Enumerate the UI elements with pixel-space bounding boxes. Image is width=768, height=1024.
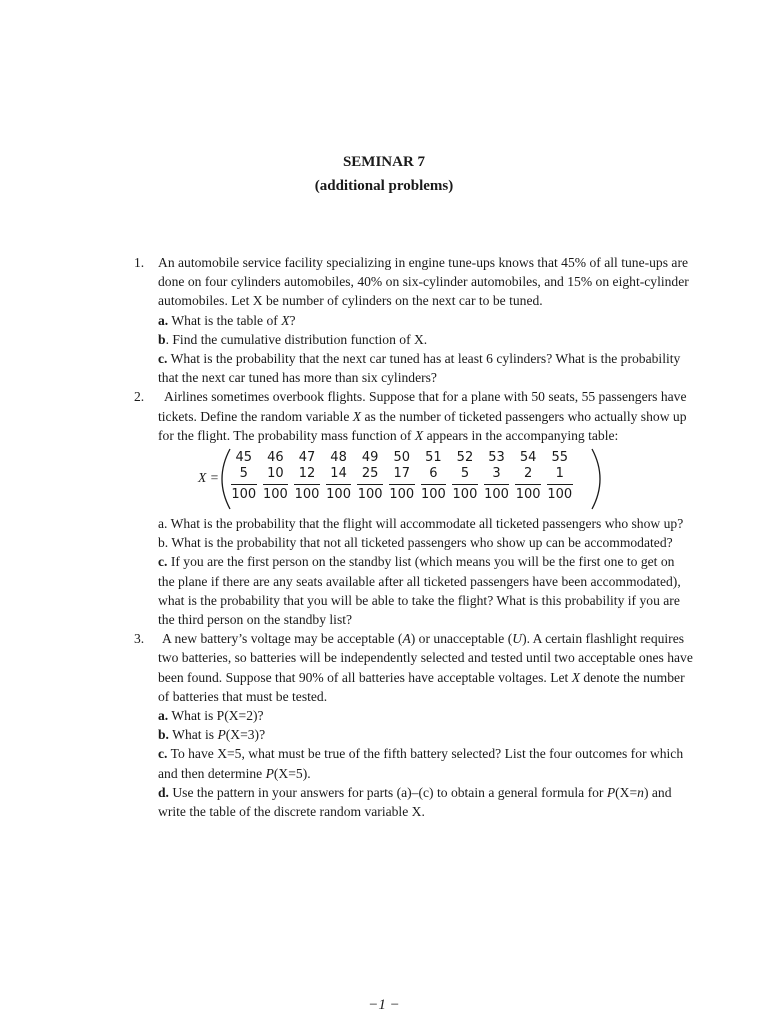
problem-2-part-b: b. What is the probability that not all ticketed passengers who show up can be accommodated?: [158, 535, 673, 551]
pmf-column: [260, 450, 292, 503]
pmf-value: 48: [330, 450, 347, 466]
problem-1: [134, 253, 694, 387]
problem-2-intro: Airlines sometimes overbook flights. Suppose that for a plane with 50 seats, 55 passengers have tickets. Define the random variable X as the number of ticketed passengers who actually show up for the flight. The probability mass function of X appears in the accompanying table:: [158, 389, 687, 443]
problem-list: [134, 253, 694, 821]
pmf-column: [481, 450, 513, 503]
problem-3: [134, 629, 694, 821]
fraction-bar: [357, 484, 383, 485]
problem-1-text: An automobile service facility specializing in engine tune-ups knows that 45% of all tune-ups are done on four cylinders automobiles, 40% on six-cylinder automobiles, and 15% on eight-cylinder automobiles. Let X be number of cylinders on the next car to be tuned.: [158, 255, 689, 309]
pmf-numerator: 10: [267, 466, 284, 482]
pmf-column: [354, 450, 386, 503]
problem-2-part-a: a. What is the probability that the flight will accommodate all ticketed passengers who show up?: [158, 516, 684, 532]
pmf-numerator: 5: [239, 466, 248, 482]
pmf-table: [174, 446, 694, 512]
seminar-subtitle: (additional problems): [314, 178, 454, 194]
pmf-value: 49: [361, 450, 379, 466]
page-number: −1 −: [368, 997, 400, 1013]
pmf-denominator: 100: [515, 487, 541, 503]
problem-3-part-b: b. What is P(X=3)?: [158, 727, 266, 743]
pmf-numerator: 25: [361, 466, 379, 482]
pmf-denominator: 100: [294, 487, 320, 503]
pmf-columns: [228, 450, 576, 503]
fraction-bar: [452, 484, 478, 485]
problem-1-part-a: a. What is the table of X?: [158, 312, 296, 328]
seminar-title: SEMINAR 7: [342, 154, 426, 170]
pmf-label: X =: [198, 470, 219, 486]
fraction-bar: [515, 484, 541, 485]
pmf-denominator: 100: [452, 487, 478, 503]
right-parenthesis: [592, 449, 600, 509]
pmf-denominator: 100: [357, 487, 383, 503]
problem-3-intro: A new battery’s voltage may be acceptable (A) or unacceptable (U). A certain flashlight requires two batteries, so batteries will be independently selected and tested until two acceptable ones have been found. Suppose that 90% of all batteries have acceptable voltages. Let X denote the number of batteries that must be tested.: [158, 631, 693, 704]
problem-number: 2.: [134, 389, 145, 405]
problem-number: 1.: [134, 255, 145, 270]
problem-1-part-c: c. What is the probability that the next car tuned has at least 6 cylinders? What is the probability that the next car tuned has more than six cylinders?: [158, 351, 681, 386]
fraction-bar: [294, 484, 320, 485]
pmf-column: [544, 450, 576, 503]
pmf-value: 55: [551, 450, 568, 466]
pmf-numerator: 3: [492, 466, 501, 482]
fraction-bar: [547, 484, 573, 485]
pmf-denominator: 100: [484, 487, 509, 503]
pmf-value: 47: [298, 450, 316, 466]
pmf-column: [228, 450, 260, 503]
fraction-bar: [231, 484, 257, 485]
fraction-bar: [421, 484, 447, 485]
page-title: [0, 150, 768, 198]
pmf-value: 54: [519, 450, 537, 466]
pmf-value: 45: [235, 450, 253, 466]
pmf-numerator: 6: [429, 466, 438, 482]
pmf-numerator: 1: [555, 466, 564, 482]
pmf-column: [418, 450, 450, 503]
pmf-value: 51: [425, 450, 442, 466]
problem-2-part-c: c. If you are the first person on the standby list (which means you will be the first one to get on the plane if there are any seats available after all ticketed passengers have been accommodated), what is the probability that you will be able to take the flight? What is this probability if you are the third person on the standby list?: [158, 554, 681, 628]
pmf-denominator: 100: [326, 487, 351, 503]
pmf-column: [386, 450, 418, 503]
fraction-bar: [326, 484, 352, 485]
pmf-denominator: 100: [262, 487, 288, 503]
fraction-bar: [484, 484, 510, 485]
pmf-column: [449, 450, 481, 503]
pmf-value: 46: [267, 450, 284, 466]
pmf-numerator: 17: [393, 466, 411, 482]
problem-3-part-d: d. Use the pattern in your answers for parts (a)–(c) to obtain a general formula for P(X=n) and write the table of the discrete random variable X.: [158, 784, 672, 820]
pmf-column: [512, 450, 544, 503]
problem-number: 3.: [134, 631, 145, 647]
pmf-value: 52: [456, 450, 474, 466]
pmf-numerator: 14: [330, 466, 347, 482]
pmf-denominator: 100: [231, 487, 257, 503]
problem-2: [134, 387, 694, 629]
pmf-numerator: 2: [524, 466, 533, 482]
pmf-column: [323, 450, 355, 503]
problem-1-part-b: b. Find the cumulative distribution function of X.: [158, 331, 428, 347]
pmf-value: 53: [488, 450, 505, 466]
pmf-value: 50: [393, 450, 411, 466]
problem-3-part-c: c. To have X=5, what must be true of the fifth battery selected? List the four outcomes for which and then determine P(X=5).: [158, 746, 684, 781]
pmf-numerator: 5: [460, 466, 470, 482]
pmf-numerator: 12: [298, 466, 316, 482]
fraction-bar: [263, 484, 289, 485]
problem-3-part-a: a. What is P(X=2)?: [158, 708, 264, 724]
pmf-denominator: 100: [547, 487, 573, 503]
pmf-denominator: 100: [389, 487, 415, 503]
pmf-denominator: 100: [420, 487, 446, 503]
pmf-column: [291, 450, 323, 503]
fraction-bar: [389, 484, 415, 485]
